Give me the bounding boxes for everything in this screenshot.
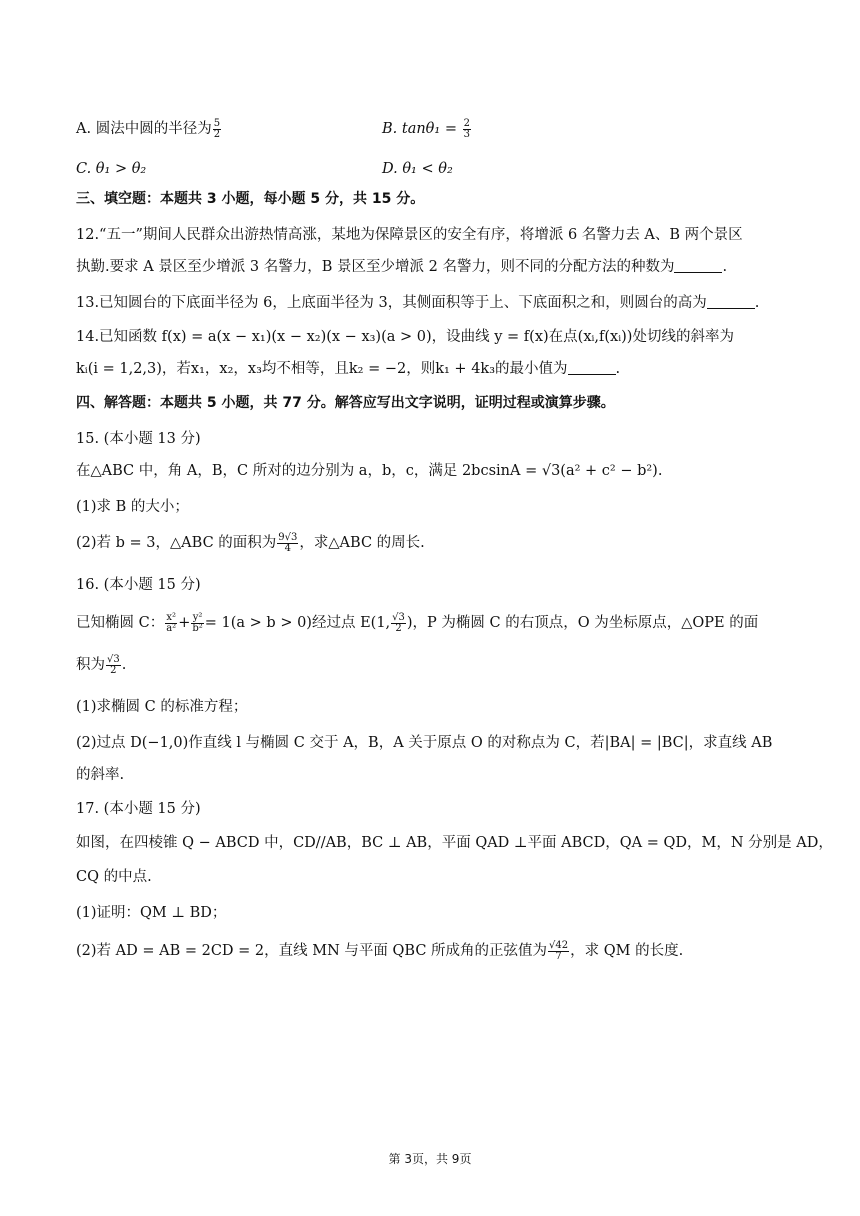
q16-part-2-line-1: (2)过点 D(−1,0)作直线 l 与椭圆 C 交于 A，B，A 关于原点 O 的对称点为 C，若|BA| = |BC|，求直线 AB <box>76 735 773 751</box>
q17-part-2: (2)若 AD = AB = 2CD = 2，直线 MN 与平面 QBC 所成角的正弦值为 $\frac{√42}{7}$ ，求 QM 的长度. <box>76 939 684 962</box>
answer-blank <box>707 294 755 309</box>
q15-fraction: $\frac{9√3}{4}$ <box>278 531 298 554</box>
q16-line-1: 已知椭圆 C： $\frac{\text{x²}}{\text{a²}}$ + $\frac{\text{y²}}{\text{b²}}$ = 1(a > b > 0)经过点 E(1, $\frac{√3}{2}$ )，P 为椭圆 C 的右顶点，O 为坐标原点，△OPE 的面 <box>76 611 759 634</box>
q17-line-1: 如图，在四棱锥 Q − ABCD 中，CD//AB，BC ⊥ AB，平面 QAD ⊥平面 ABCD，QA = QD，M，N 分别是 AD， <box>76 835 833 851</box>
q15-line-1: 在△ABC 中，角 A，B，C 所对的边分别为 a，b，c，满足 2bcsinA = √3(a² + c² − b²). <box>76 463 663 479</box>
q13: 13.已知圆台的下底面半径为 6，上底面半径为 3，其侧面积等于上、下底面积之和，则圆台的高为 . <box>76 295 760 311</box>
q12-line-1: 12.“五一”期间人民群众出游热情高涨，某地为保障景区的安全有序，将增派 6 名警力去 A、B 两个景区 <box>76 227 743 243</box>
option-b <box>382 118 472 140</box>
q16-fraction-x: $\frac{\text{x²}}{\text{a²}}$ <box>166 611 177 634</box>
q17-heading: 17. (本小题 15 分) <box>76 801 201 817</box>
answer-blank <box>674 258 722 273</box>
q16-part-2-line-2: 的斜率. <box>76 767 125 783</box>
option-b-fraction: $\frac{2}{3}$ <box>463 117 470 140</box>
q12-line-2: 执勤.要求 A 景区至少增派 3 名警力，B 景区至少增派 2 名警力，则不同的分配方法的种数为 . <box>76 259 728 275</box>
option-d: D. θ₁ < θ₂ <box>382 161 453 177</box>
option-c: C. θ₁ > θ₂ <box>76 161 147 177</box>
q15-heading: 15. (本小题 13 分) <box>76 431 201 447</box>
section-3-heading: 三、填空题：本题共 3 小题，每小题 5 分，共 15 分。 <box>76 191 425 207</box>
q14-line-1: 14.已知函数 f(x) = a(x − x₁)(x − x₂)(x − x₃)(a > 0)，设曲线 y = f(x)在点(xᵢ,f(xᵢ))处切线的斜率为 <box>76 329 734 345</box>
section-4-heading: 四、解答题：本题共 5 小题，共 77 分。解答应写出文字说明，证明过程或演算步骤。 <box>76 395 615 411</box>
q16-fraction-area: $\frac{√3}{2}$ <box>107 653 120 676</box>
q16-heading: 16. (本小题 15 分) <box>76 577 201 593</box>
option-b-text: B. tanθ₁ = <box>382 121 457 137</box>
option-a-fraction: $\frac{5}{2}$ <box>213 117 221 140</box>
q17-line-2: CQ 的中点. <box>76 869 152 885</box>
q16-line-2: 积为 $\frac{√3}{2}$ . <box>76 653 127 676</box>
q17-fraction: $\frac{√42}{7}$ <box>549 939 569 962</box>
q16-fraction-y: $\frac{\text{y²}}{\text{b²}}$ <box>192 611 203 634</box>
option-a-text: A. 圆法中圆的半径为 <box>76 121 212 137</box>
q15-part-1: (1)求 B 的大小； <box>76 499 189 515</box>
option-a <box>76 118 222 140</box>
q15-part-2: (2)若 b = 3，△ABC 的面积为 $\frac{9√3}{4}$ ，求△ABC 的周长. <box>76 531 425 554</box>
q16-fraction-e: $\frac{√3}{2}$ <box>392 611 405 634</box>
q16-part-1: (1)求椭圆 C 的标准方程； <box>76 699 248 715</box>
q17-part-1: (1)证明：QM ⊥ BD； <box>76 905 227 921</box>
q14-line-2: kᵢ(i = 1,2,3)，若x₁，x₂，x₃均不相等，且k₂ = −2，则k₁ + 4k₃的最小值为 . <box>76 361 621 377</box>
page-footer: 第 3页，共 9页 <box>388 1152 472 1166</box>
answer-blank <box>568 360 616 375</box>
